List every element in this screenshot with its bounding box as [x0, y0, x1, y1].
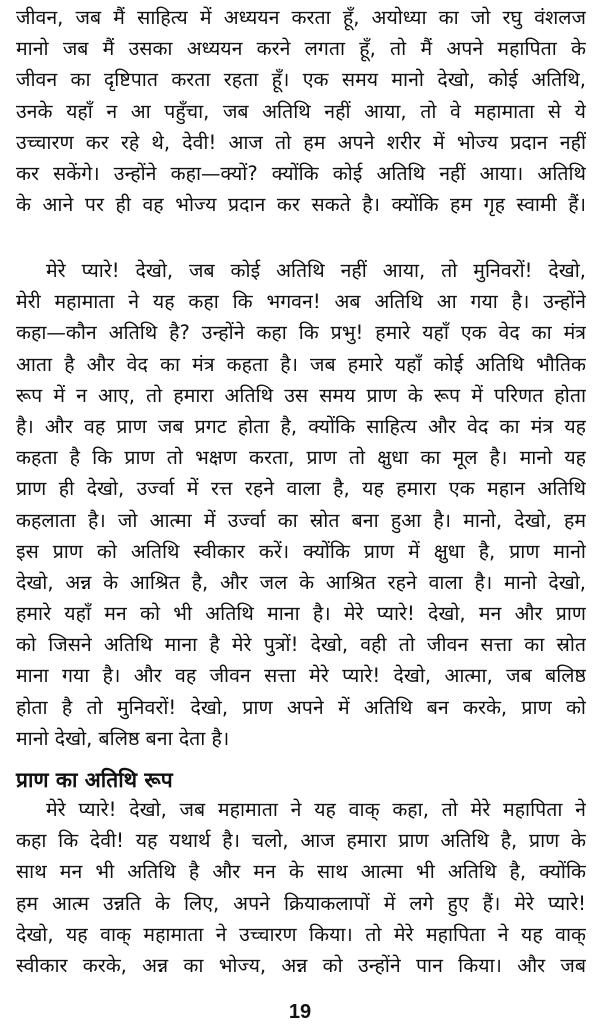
section-heading: प्राण का अतिथि रूप [16, 768, 173, 792]
text-line: जीवन, जब मैं साहित्य में अध्ययन करता हूँ, अयोध्या का जो रघु वंशलज [16, 6, 586, 29]
text-line: मानो देखो, बलिष्ठ बना देता है। [16, 726, 230, 750]
text-line: माना गया है। और वह जीवन सत्ता मेरे प्यारे! देखो, आत्मा, जब बलिष्ठ [16, 664, 586, 688]
text-line: मानो जब मैं उसका अध्ययन करने लगता हूँ, तो मैं अपने महापिता के [16, 37, 586, 61]
text-line: मेरी महामाता ने यह कहा कि भगवन! अब अतिथि आ गया है। उन्होंने [16, 290, 586, 314]
text-line: साथ मन भी अतिथि है और मन के साथ आत्मा भी अतिथि है, क्योंकि [16, 860, 586, 884]
text-line: को जिसने अतिथि माना है मेरे पुत्रों! देखो, वही तो जीवन सत्ता का स्रोत [16, 633, 586, 657]
text-line: कहता है कि प्राण तो भक्षण करता, प्राण तो क्षुधा का मूल है। मानो यह [16, 446, 586, 470]
text-line: मेरे प्यारे! देखो, जब महामाता ने यह वाक् कहा, तो मेरे महापिता ने [46, 798, 586, 821]
text-line: जीवन का दृष्टिपात करता रहता हूँ। एक समय मानो देखो, कोई अतिथि, [16, 68, 586, 92]
text-line: उनके यहाँ न आ पहुँचा, जब अतिथि नहीं आया, तो वे महामाता से ये [16, 99, 586, 123]
text-line: है। और वह प्राण जब प्रगट होता है, क्योंकि साहित्य और वेद का मंत्र यह [16, 414, 586, 438]
text-line: के आने पर ही वह भोज्य प्रदान कर सकते है। क्योंकि हम गृह स्वामी हैं। [16, 193, 586, 217]
text-line: मेरे प्यारे! देखो, जब कोई अतिथि नहीं आया, तो मुनिवरों! देखो, [46, 259, 586, 282]
text-line: कहा—कौन अतिथि है? उन्होंने कहा कि प्रभु! हमारे यहाँ एक वेद का मंत्र [16, 321, 586, 345]
paragraph-1 [16, 2, 586, 220]
text-line: स्वीकार करके, अन्न का भोज्य, अन्न को उन्होंने पान किया। और जब [16, 953, 586, 977]
text-line: रूप में न आए, तो हमारा अतिथि उस समय प्राण के रूप में परिणत होता [16, 383, 586, 407]
text-line: देखो, अन्न के आश्रित है, और जल के आश्रित रहने वाला है। मानो देखो, [16, 570, 586, 594]
text-line: इस प्राण को अतिथि स्वीकार करें। क्योंकि प्राण में क्षुधा है, प्राण मानो [16, 539, 586, 563]
text-line: हम आत्म उन्नति के लिए, अपने क्रियाकलापों में लगे हुए हैं। मेरे प्यारे! [16, 891, 586, 915]
text-line: कहलाता है। जो आत्मा में उर्ज्वा का स्रोत बना हुआ है। मानो, देखो, हम [16, 508, 586, 532]
text-line: कर सकेंगे। उन्होंने कहा—क्यों? क्योंकि कोई अतिथि नहीं आया। अतिथि [16, 161, 586, 185]
paragraph-3 [16, 794, 586, 981]
text-line: हमारे यहाँ मन को भी अतिथि माना है। मेरे प्यारे! देखो, मन और प्राण [16, 602, 586, 626]
page-number: 19 [288, 1001, 312, 1023]
text-line: उच्चारण कर रहे थे, देवी! आज तो हम अपने शरीर में भोज्य प्रदान नहीं [16, 130, 586, 154]
text-line: प्राण ही देखो, उर्ज्वा में रत्त रहने वाला है, यह हमारा एक महान अतिथि [16, 477, 586, 501]
paragraph-2 [16, 255, 586, 754]
text-line: आता है और वेद का मंत्र कहता है। जब हमारे यहाँ कोई अतिथि भौतिक [16, 352, 586, 376]
text-line: कहा कि देवी! यह यथार्थ है। चलो, आज हमारा प्राण अतिथि है, प्राण के [16, 829, 586, 853]
text-line: होता है तो मुनिवरों! देखो, प्राण अपने में अतिथि बन करके, प्राण को [16, 695, 586, 719]
text-line: देखो, यह वाक् महामाता ने उच्चारण किया। तो मेरे महापिता ने यह वाक् [16, 922, 586, 946]
